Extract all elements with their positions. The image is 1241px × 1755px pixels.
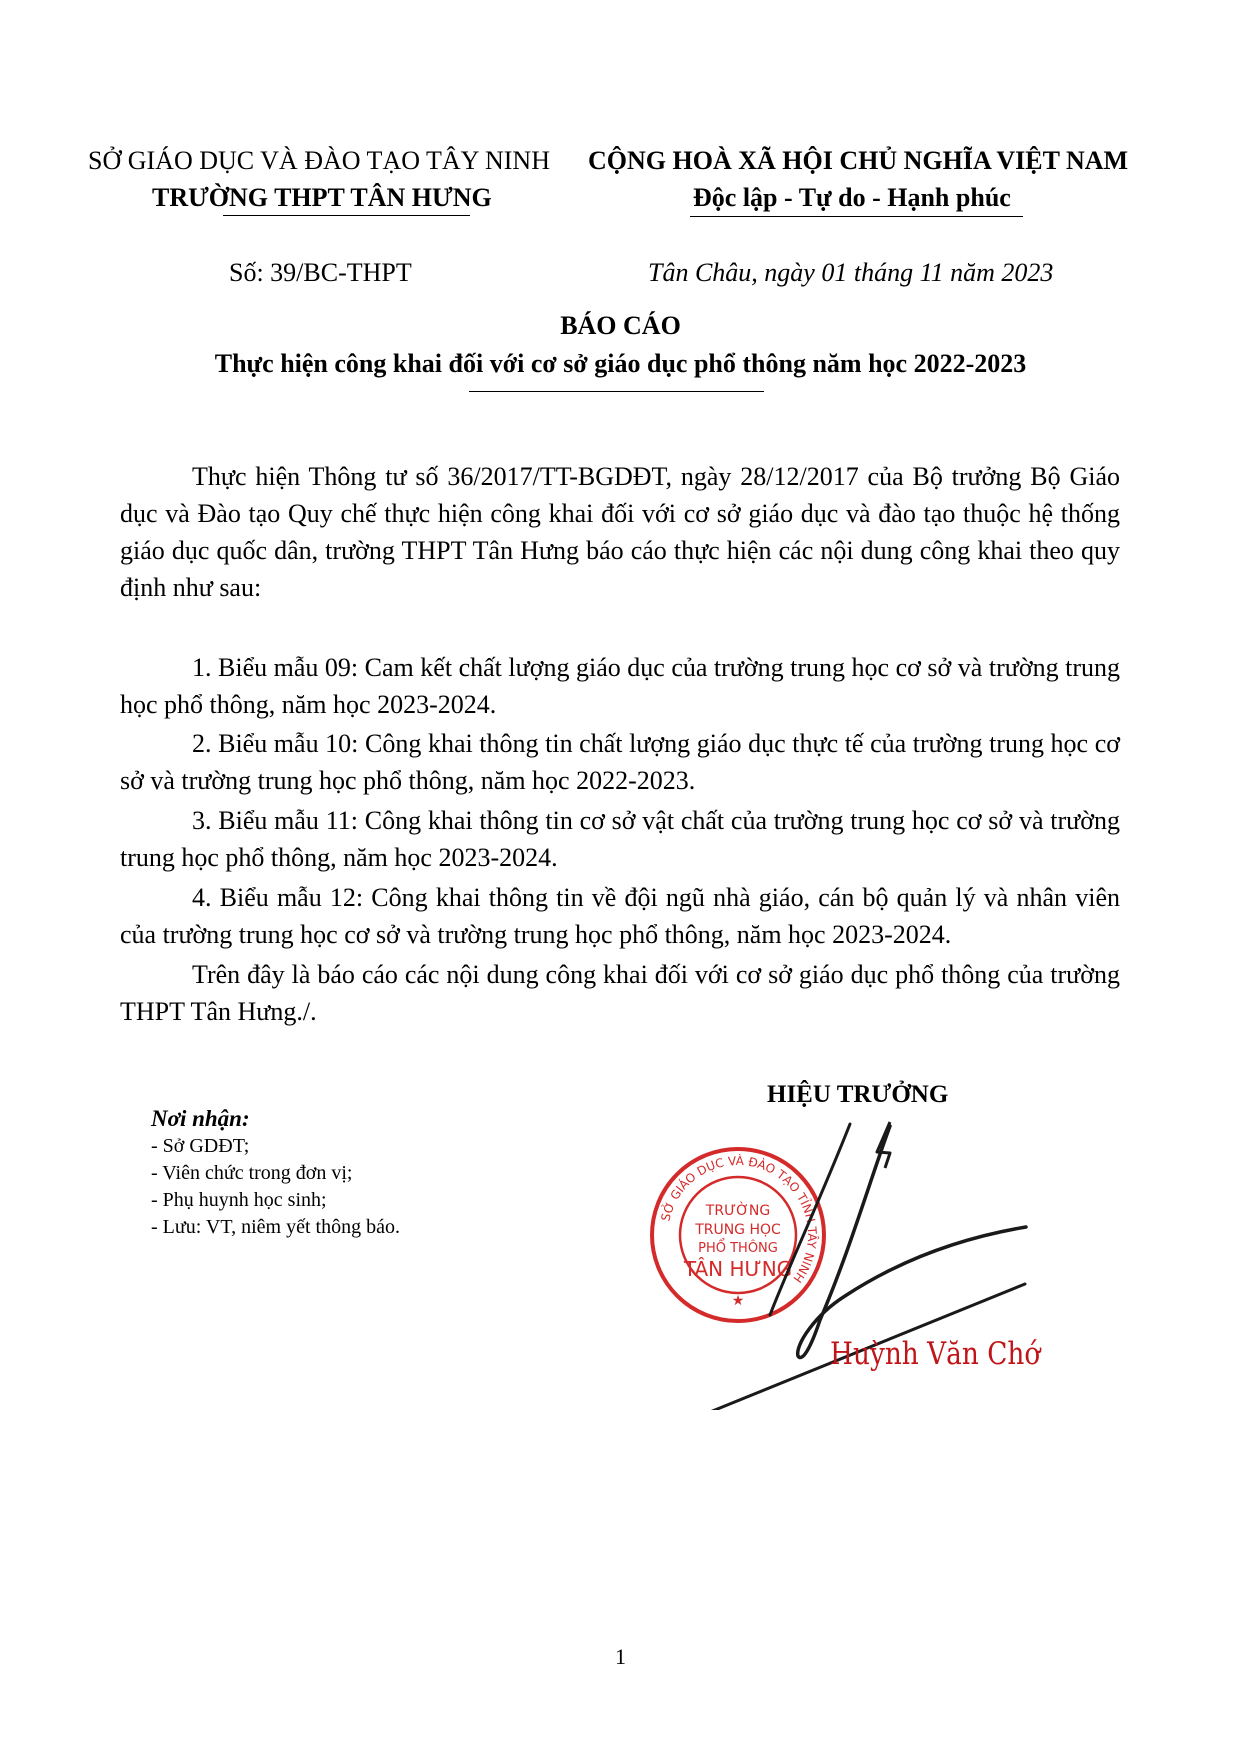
svg-text:TÂN HƯNG: TÂN HƯNG <box>683 1257 793 1281</box>
title-underline <box>469 391 764 392</box>
document-number: Số: 39/BC-THPT <box>229 258 412 287</box>
svg-text:★: ★ <box>731 1294 745 1309</box>
recipient-item: - Lưu: VT, niêm yết thông báo. <box>151 1216 400 1238</box>
svg-text:TRƯỜNG: TRƯỜNG <box>705 1203 771 1219</box>
national-title: CỘNG HOÀ XÃ HỘI CHỦ NGHĨA VIỆT NAM <box>588 146 1129 175</box>
recipient-item: - Viên chức trong đơn vị; <box>151 1162 353 1184</box>
svg-text:TRUNG HỌC: TRUNG HỌC <box>695 1222 781 1238</box>
recipients-block <box>151 1105 400 1241</box>
list-item: 3. Biểu mẫu 11: Công khai thông tin cơ sở vật chất của trường trung học cơ sở và trường trung học phổ thông, năm học 2023-2024. <box>120 806 1120 872</box>
signer-role: HIỆU TRƯỞNG <box>767 1081 949 1108</box>
list-item: 2. Biểu mẫu 10: Công khai thông tin chất lượng giáo dục thực tế của trường trung học cơ sở và trường trung học phổ thông, năm học 2022-2023. <box>120 729 1120 795</box>
recipients-title: Nơi nhận: <box>151 1106 250 1131</box>
report-subtitle: Thực hiện công khai đối với cơ sở giáo dục phổ thông năm học 2022-2023 <box>214 349 1027 378</box>
school-name: TRƯỜNG THPT TÂN HƯNG <box>152 183 492 212</box>
intro-paragraph: Thực hiện Thông tư số 36/2017/TT-BGDĐT, ngày 28/12/2017 của Bộ trưởng Bộ Giáo dục và Đào tạo Quy chế thực hiện công khai đối với cơ sở giáo dục và đào tạo thuộc hệ thống giáo dục quốc dân, trường THPT Tân Hưng báo cáo thực hiện các nội dung công khai theo quy định như sau: <box>120 462 1120 602</box>
list-item: 4. Biểu mẫu 12: Công khai thông tin về đội ngũ nhà giáo, cán bộ quản lý và nhân viên của trường trung học cơ sở và trường trung học phổ thông, năm học 2023-2024. <box>120 883 1120 949</box>
closing-paragraph: Trên đây là báo cáo các nội dung công khai đối với cơ sở giáo dục phổ thông của trường THPT Tân Hưng./. <box>120 960 1120 1026</box>
recipient-item: - Phụ huynh học sinh; <box>151 1189 327 1211</box>
recipient-item: - Sở GDĐT; <box>151 1135 250 1157</box>
school-name-underline <box>223 215 470 216</box>
page-number: 1 <box>615 1644 626 1669</box>
svg-text:PHỔ THÔNG: PHỔ THÔNG <box>698 1241 778 1256</box>
national-motto: Độc lập - Tự do - Hạnh phúc <box>693 183 1011 212</box>
motto-underline <box>690 216 1023 217</box>
place-date: Tân Châu, ngày 01 tháng 11 năm 2023 <box>648 258 1054 287</box>
report-title: BÁO CÁO <box>560 311 681 340</box>
svg-text:SỞ GIÁO DỤC VÀ ĐÀO TẠO TỈNH TÂ: SỞ GIÁO DỤC VÀ ĐÀO TẠO TỈNH TÂY NINH <box>658 1153 820 1286</box>
list-item: 1. Biểu mẫu 09: Cam kết chất lượng giáo dục của trường trung học cơ sở và trường trung học phổ thông, năm học 2023-2024. <box>120 653 1120 719</box>
signer-name: Huỳnh Văn Chớ <box>830 1336 1041 1372</box>
department-name: SỞ GIÁO DỤC VÀ ĐÀO TẠO TÂY NINH <box>88 146 550 175</box>
